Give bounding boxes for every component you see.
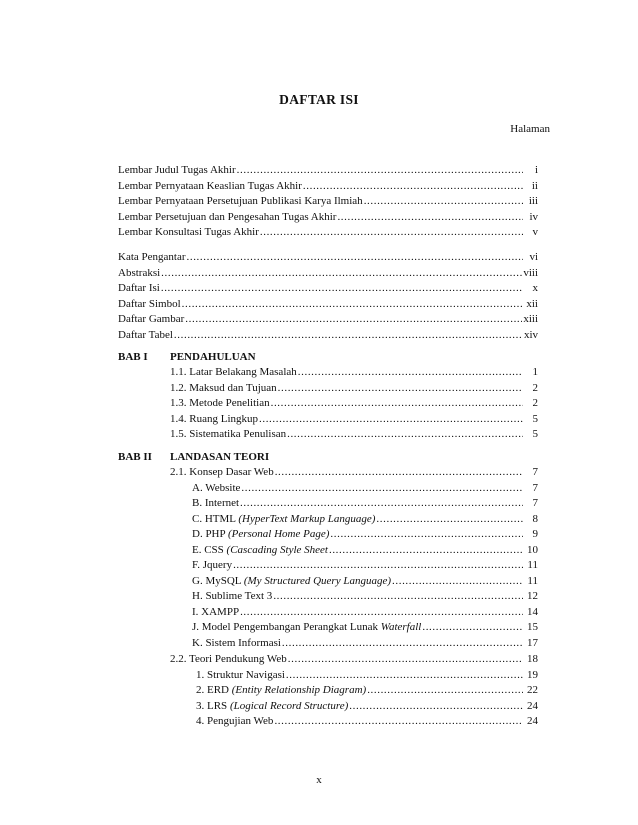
toc-entry-label: 1.2. Maksud dan Tujuan bbox=[170, 381, 277, 394]
toc-entry-label: E. CSS (Cascading Style Sheet bbox=[192, 543, 328, 556]
toc-entry bbox=[118, 313, 538, 328]
toc-entry bbox=[118, 298, 538, 313]
toc-entry-label: Lembar Persetujuan dan Pengesahan Tugas Akhir bbox=[118, 210, 337, 223]
toc-entry bbox=[192, 637, 538, 652]
toc-entry-page: xiv bbox=[523, 328, 538, 341]
dot-leader bbox=[260, 226, 523, 238]
toc-entry-label: 2.1. Konsep Dasar Web bbox=[170, 466, 274, 478]
toc-entry bbox=[118, 251, 538, 266]
toc-entry-label: D. PHP (Personal Home Page) bbox=[192, 528, 330, 540]
toc-entry-page: xii bbox=[526, 297, 538, 310]
page-title: DAFTAR ISI bbox=[279, 92, 359, 107]
toc-entry-page: 9 bbox=[532, 528, 538, 540]
toc-entry-page: 15 bbox=[527, 621, 538, 633]
dot-leader bbox=[287, 428, 523, 440]
toc-entry-page: 14 bbox=[527, 605, 538, 618]
toc-entry-page: vi bbox=[529, 251, 538, 263]
toc-entry-label: B. Internet bbox=[192, 497, 240, 509]
dot-leader bbox=[392, 575, 523, 587]
toc-entry bbox=[170, 366, 538, 381]
toc-entry-label: H. Sublime Text 3 bbox=[192, 590, 273, 602]
toc-entry-label: 1.4. Ruang Lingkup bbox=[170, 412, 258, 425]
toc-entry bbox=[192, 559, 538, 574]
toc-entry-label: Daftar Tabel bbox=[118, 328, 173, 341]
toc-entry-page: 17 bbox=[527, 636, 538, 649]
toc-entry bbox=[170, 382, 538, 397]
dot-leader bbox=[274, 715, 523, 727]
toc-entry bbox=[192, 575, 538, 590]
toc-entry-label: 1. Struktur Navigasi bbox=[196, 668, 285, 681]
toc-entry-page: xiii bbox=[523, 313, 538, 325]
toc-entry bbox=[196, 700, 538, 715]
toc-entry-page: 12 bbox=[527, 590, 538, 602]
toc-entry-page: x bbox=[532, 282, 538, 294]
toc-entry-label: Kata Pengantar bbox=[118, 251, 186, 263]
dot-leader bbox=[278, 382, 523, 394]
toc-entry-label: 2.2. Teori Pendukung Web bbox=[170, 653, 287, 665]
toc-entry-label: J. Model Pengembangan Perangkat Lunak Waterfall bbox=[192, 621, 422, 633]
dot-leader bbox=[187, 251, 524, 263]
dot-leader bbox=[182, 298, 523, 310]
toc-entry bbox=[118, 180, 538, 195]
toc-entry-label: Lembar Konsultasi Tugas Akhir bbox=[118, 226, 259, 238]
toc-entry bbox=[170, 466, 538, 481]
dot-leader bbox=[337, 211, 523, 223]
chapter-number: BAB II bbox=[118, 451, 152, 463]
toc-entry-label: Daftar Isi bbox=[118, 282, 160, 294]
toc-entry bbox=[196, 684, 538, 699]
toc-entry-label: 1.5. Sistematika Penulisan bbox=[170, 428, 287, 440]
toc-entry bbox=[196, 669, 538, 684]
toc-entry-page: iii bbox=[528, 195, 538, 207]
toc-entry-page: 7 bbox=[532, 497, 538, 509]
toc-entry bbox=[170, 428, 538, 443]
toc-entry-label: Lembar Pernyataan Persetujuan Publikasi Karya Ilmiah bbox=[118, 195, 363, 207]
toc-entry-label: F. Jquery bbox=[192, 559, 233, 571]
toc-entry-page: 11 bbox=[527, 559, 538, 571]
toc-entry-page: 18 bbox=[527, 653, 538, 665]
toc-entry-label: 1.3. Metode Penelitian bbox=[170, 397, 270, 409]
toc-entry-label: I. XAMPP bbox=[192, 605, 240, 618]
dot-leader bbox=[288, 653, 523, 665]
dot-leader bbox=[376, 513, 523, 525]
dot-leader bbox=[303, 180, 523, 192]
toc-entry-label: A. Website bbox=[192, 481, 241, 494]
toc-entry-page: i bbox=[534, 164, 538, 176]
toc-entry-label: 3. LRS (Logical Record Structure) bbox=[196, 699, 349, 712]
dot-leader bbox=[275, 466, 523, 478]
toc-entry-page: 22 bbox=[527, 684, 538, 696]
dot-leader bbox=[298, 366, 523, 378]
toc-entry-page: 7 bbox=[532, 481, 538, 494]
dot-leader bbox=[286, 669, 523, 681]
toc-entry-label: K. Sistem Informasi bbox=[192, 636, 281, 649]
dot-leader bbox=[185, 313, 522, 325]
toc-entry-page: 5 bbox=[532, 412, 538, 425]
toc-entry bbox=[192, 497, 538, 512]
toc-entry bbox=[192, 528, 538, 543]
dot-leader bbox=[367, 684, 523, 696]
toc-entry-page: 2 bbox=[532, 397, 538, 409]
toc-entry bbox=[196, 715, 538, 730]
toc-entry-label: C. HTML (HyperText Markup Language) bbox=[192, 512, 376, 525]
toc-entry bbox=[170, 397, 538, 412]
toc-entry-page: 8 bbox=[532, 512, 538, 525]
toc-entry-page: viii bbox=[523, 266, 538, 279]
chapter-heading bbox=[118, 451, 269, 466]
dot-leader bbox=[330, 528, 523, 540]
toc-entry-page: 7 bbox=[532, 466, 538, 478]
dot-leader bbox=[329, 544, 523, 556]
toc-entry-label: Daftar Simbol bbox=[118, 297, 181, 310]
dot-leader bbox=[241, 482, 523, 494]
dot-leader bbox=[161, 267, 522, 279]
toc-entry bbox=[192, 621, 538, 636]
toc-entry bbox=[118, 195, 538, 210]
toc-entry bbox=[118, 164, 538, 179]
toc-entry-page: 2 bbox=[532, 381, 538, 394]
dot-leader bbox=[240, 497, 523, 509]
toc-entry bbox=[118, 211, 538, 226]
dot-leader bbox=[273, 590, 523, 602]
toc-entry bbox=[192, 544, 538, 559]
toc-entry-page: 11 bbox=[527, 574, 538, 587]
toc-entry-label: G. MySQL (My Structured Query Language) bbox=[192, 574, 392, 587]
dot-leader bbox=[259, 413, 523, 425]
dot-leader bbox=[174, 329, 523, 341]
toc-entry-page: ii bbox=[531, 179, 538, 192]
toc-entry bbox=[192, 513, 538, 528]
chapter-title: LANDASAN TEORI bbox=[170, 451, 270, 463]
dot-leader bbox=[422, 621, 523, 633]
toc-entry-page: 5 bbox=[532, 428, 538, 440]
chapter-number: BAB I bbox=[118, 351, 148, 363]
chapter-heading bbox=[118, 351, 256, 366]
toc-entry bbox=[118, 267, 538, 282]
toc-entry bbox=[192, 606, 538, 621]
toc-entry bbox=[192, 482, 538, 497]
toc-entry-page: 1 bbox=[532, 366, 538, 378]
chapter-title: PENDAHULUAN bbox=[170, 351, 256, 363]
footer-page-number: x bbox=[316, 774, 322, 786]
dot-leader bbox=[161, 282, 523, 294]
toc-entry-label: Daftar Gambar bbox=[118, 313, 185, 325]
toc-entry-label: Lembar Pernyataan Keaslian Tugas Akhir bbox=[118, 179, 302, 192]
toc-entry bbox=[118, 226, 538, 241]
toc-entry bbox=[170, 413, 538, 428]
dot-leader bbox=[364, 195, 523, 207]
toc-entry-label: Lembar Judul Tugas Akhir bbox=[118, 164, 236, 176]
toc-entry bbox=[192, 590, 538, 605]
halaman-label: Halaman bbox=[510, 123, 550, 135]
toc-entry-page: 24 bbox=[527, 715, 538, 727]
dot-leader bbox=[237, 164, 523, 176]
toc-entry-page: 19 bbox=[527, 668, 538, 681]
toc-entry-label: 2. ERD (Entity Relationship Diagram) bbox=[196, 684, 367, 696]
toc-entry-label: Abstraksi bbox=[118, 266, 161, 279]
toc-entry-label: 1.1. Latar Belakang Masalah bbox=[170, 366, 297, 378]
toc-entry-page: iv bbox=[529, 210, 538, 223]
dot-leader bbox=[240, 606, 523, 618]
toc-entry-page: 24 bbox=[527, 699, 538, 712]
dot-leader bbox=[349, 700, 523, 712]
toc-entry-page: 10 bbox=[527, 543, 538, 556]
toc-entry bbox=[118, 329, 538, 344]
toc-entry-label: 4. Pengujian Web bbox=[196, 715, 274, 727]
dot-leader bbox=[282, 637, 523, 649]
dot-leader bbox=[271, 397, 523, 409]
toc-entry bbox=[118, 282, 538, 297]
dot-leader bbox=[233, 559, 523, 571]
toc-entry-page: v bbox=[532, 226, 538, 238]
toc-entry bbox=[170, 653, 538, 668]
